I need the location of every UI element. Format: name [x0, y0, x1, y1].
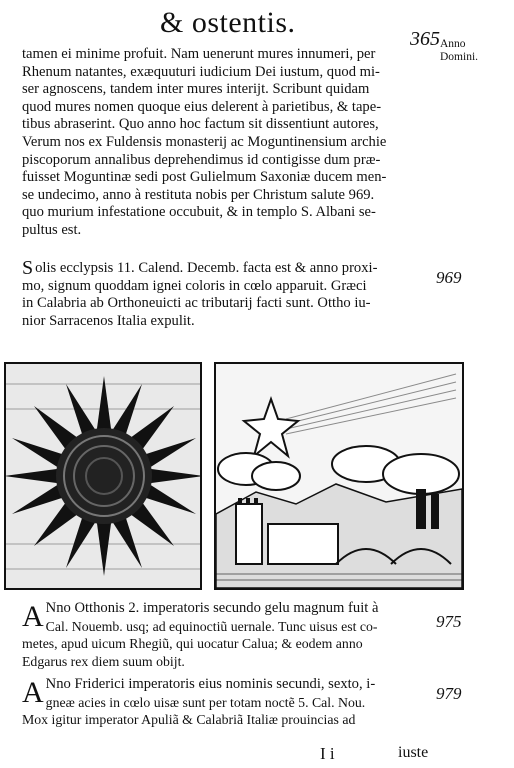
margin-year: 979	[436, 684, 462, 703]
initial-letter: A	[22, 676, 44, 709]
text-line: pultus est.	[22, 221, 82, 238]
text-line	[22, 260, 442, 278]
page-number: 365	[410, 28, 440, 50]
text-line: Mox igitur imperator Apuliã & Calabriã Italiæ prouincias ad	[22, 712, 356, 728]
text-line: tibus abraserint. Quo anno hoc factum sit dissentiunt autores,	[22, 116, 379, 133]
initial-letter: S	[22, 260, 34, 278]
text-line: se undecimo, anno à restituta nobis per Christum salute 969.	[22, 186, 375, 203]
paragraph-frost-comet	[22, 600, 442, 670]
text-line: tamen ei minime profuit. Nam uenerunt mures innumeri, per	[22, 46, 376, 62]
text-line: gneæ acies in cœlo uisæ sunt per totam noctẽ 5. Cal. Nou.	[45, 694, 366, 710]
running-head: & ostentis.	[160, 6, 296, 39]
initial-letter: A	[22, 600, 44, 633]
text-line: piscoporum annalibus deprehendimus id contigisse dum præ-	[22, 151, 381, 168]
text-line: ser agnoscens, tandem inter mures interijt. Scribunt quidam	[22, 81, 370, 98]
text-line: in Calabria ab Orthoneuicti ac tributarij facti sunt. Ottho iu-	[22, 295, 371, 312]
text-line: mo, signum quoddam ignei coloris in cœlo apparuit. Græci	[22, 277, 367, 294]
text-line: Cal. Nouemb. usq; ad equinoctiũ uernale. Tunc uisus est co-	[45, 618, 378, 634]
margin-note: Anno Domini.	[440, 38, 479, 63]
woodcut-comet-town	[214, 362, 464, 590]
text-line: metes, apud uicum Rhegiũ, qui uocatur Calua; & eodem anno	[22, 636, 363, 652]
text-line: Rhenum natantes, exæquuturi iudicium Dei iustum, quod mi-	[22, 63, 380, 80]
paragraph-eclipse	[22, 260, 442, 330]
text-line: Nno Otthonis 2. imperatoris secundo gelu magnum fuit à	[45, 600, 379, 616]
text-line-rest: olis ecclypsis 11. Calend. Decemb. facta est & anno proxi-	[35, 260, 378, 276]
text-line: nior Sarracenos Italia expulit.	[22, 312, 195, 329]
paragraph-fire-armies	[22, 676, 442, 729]
woodcut-sun	[4, 362, 202, 590]
text-line: Nno Friderici imperatoris eius nominis secundi, sexto, i-	[45, 676, 376, 692]
signature-mark: I i	[320, 744, 335, 763]
margin-year: 975	[436, 612, 462, 631]
catchword: iuste	[398, 744, 429, 761]
text-line: quod mures nomen quoque eius delerent à parietibus, & tape-	[22, 98, 382, 115]
paragraph-rats	[22, 46, 442, 240]
text-line: Edgarus rex diem suum obijt.	[22, 653, 185, 669]
text-line: quo murium infestatione occubuit, & in templo S. Albani se-	[22, 204, 376, 221]
margin-year: 969	[436, 268, 462, 287]
text-line: fuisset Moguntinæ sedi post Gulielmum Saxoniæ ducem men-	[22, 169, 387, 186]
text-line: Verum nos ex Fuldensis monasterij ac Moguntinensium archie	[22, 133, 387, 150]
